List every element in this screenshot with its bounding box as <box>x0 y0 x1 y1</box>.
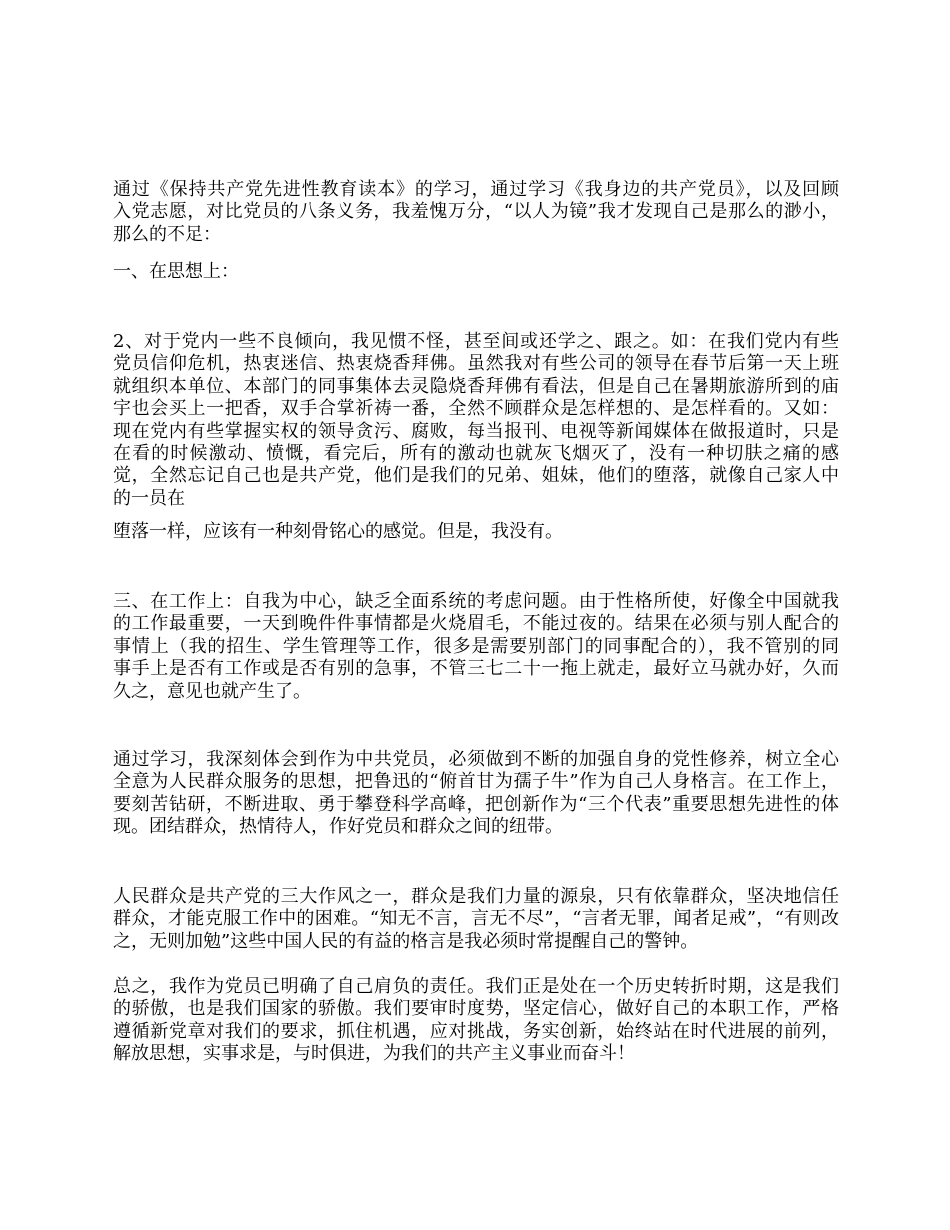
text-line: 觉，全然忘记自己也是共产党，他们是我们的兄弟、姐妹，他们的堕落，就像自己家人中 <box>113 465 839 487</box>
text-line: 事情上（我的招生、学生管理等工作，很多是需要别部门的同事配合的），我不管别的同 <box>113 635 839 657</box>
paragraph-intro <box>113 179 839 246</box>
text-line: 总之，我作为党员已明确了自己肩负的责任。我们正是处在一个历史转折时期，这是我们 <box>113 976 839 997</box>
text-line: 通过《保持共产党先进性教育读本》的学习，通过学习《我身边的共产党员》，以及回顾 <box>113 179 839 200</box>
text-line: 在看的时候激动、愤慨，看完后，所有的激动也就灰飞烟灭了，没有一种切肤之痛的感 <box>113 442 839 464</box>
text-line: 入党志愿，对比党员的八条义务，我羞愧万分，“以人为镜”我才发现自己是那么的渺小， <box>113 201 839 223</box>
text-line: 党员信仰危机，热衷迷信、热衷烧香拜佛。虽然我对有些公司的领导在春节后第一天上班 <box>113 353 839 375</box>
paragraph-conclusion <box>113 976 839 1066</box>
text-line: 的骄傲，也是我们国家的骄傲。我们要审时度势，坚定信心，做好自己的本职工作，严格 <box>113 998 839 1020</box>
text-line: 要刻苦钻研，不断进取、勇于攀登科学高峰，把创新作为“三个代表”重要思想先进性的体 <box>113 793 839 815</box>
paragraph-study <box>113 749 839 839</box>
text-line: 现在党内有些掌握实权的领导贪污、腐败，每当报刊、电视等新闻媒体在做报道时，只是 <box>113 420 839 442</box>
text-line: 现。团结群众，热情待人，作好党员和群众之间的纽带。 <box>113 816 563 838</box>
text-line: 群众，才能克服工作中的困难。“知无不言，言无不尽”，“言者无罪，闻者足戒”，“有则改 <box>113 908 839 930</box>
text-line: 的工作最重要，一天到晚件件事情都是火烧眉毛，不能过夜的。结果在必须与别人配合的 <box>113 613 839 635</box>
text-line: 宇也会买上一把香，双手合掌祈祷一番，全然不顾群众是怎样想的、是怎样看的。又如： <box>113 398 839 420</box>
text-line: 遵循新党章对我们的要求，抓住机遇，应对挑战，务实创新，始终站在时代进展的前列， <box>113 1020 839 1042</box>
text-line: 久之，意见也就产生了。 <box>113 680 311 702</box>
text-line: 人民群众是共产党的三大作风之一，群众是我们力量的源泉，只有依靠群众，坚决地信任 <box>113 886 839 907</box>
text-line: 全意为人民群众服务的思想，把鲁迅的“俯首甘为孺子牛”作为自己人身格言。在工作上， <box>113 771 839 793</box>
text-line: 堕落一样，应该有一种刻骨铭心的感觉。但是，我没有。 <box>113 521 563 542</box>
text-line: 三、在工作上：自我为中心，缺乏全面系统的考虑问题。由于性格所使，好像全中国就我 <box>113 591 839 612</box>
text-line: 就组织本单位、本部门的同事集体去灵隐烧香拜佛有看法，但是自己在暑期旅游所到的庙 <box>113 375 839 397</box>
text-line: 一、在思想上： <box>113 261 239 282</box>
text-line: 那么的不足： <box>113 223 221 245</box>
text-line: 事手上是否有工作或是否有别的急事，不管三七二十一拖上就走，最好立马就办好，久而 <box>113 658 839 680</box>
text-line: 2、对于党内一些不良倾向，我见惯不怪，甚至间或还学之、跟之。如：在我们党内有些 <box>113 331 839 352</box>
text-line: 通过学习，我深刻体会到作为中共党员，必须做到不断的加强自身的党性修养，树立全心 <box>113 749 839 770</box>
paragraph-work <box>113 591 839 703</box>
text-line: 解放思想，实事求是，与时俱进，为我们的共产主义事业而奋斗！ <box>113 1043 635 1065</box>
text-line: 的一员在 <box>113 487 185 509</box>
text-line: 之，无则加勉”这些中国人民的有益的格言是我必须时常提醒自己的警钟。 <box>113 930 699 952</box>
paragraph-item-2 <box>113 331 839 510</box>
paragraph-masses <box>113 886 839 953</box>
paragraph-continuation <box>113 521 839 543</box>
section-heading-thought <box>113 261 839 283</box>
